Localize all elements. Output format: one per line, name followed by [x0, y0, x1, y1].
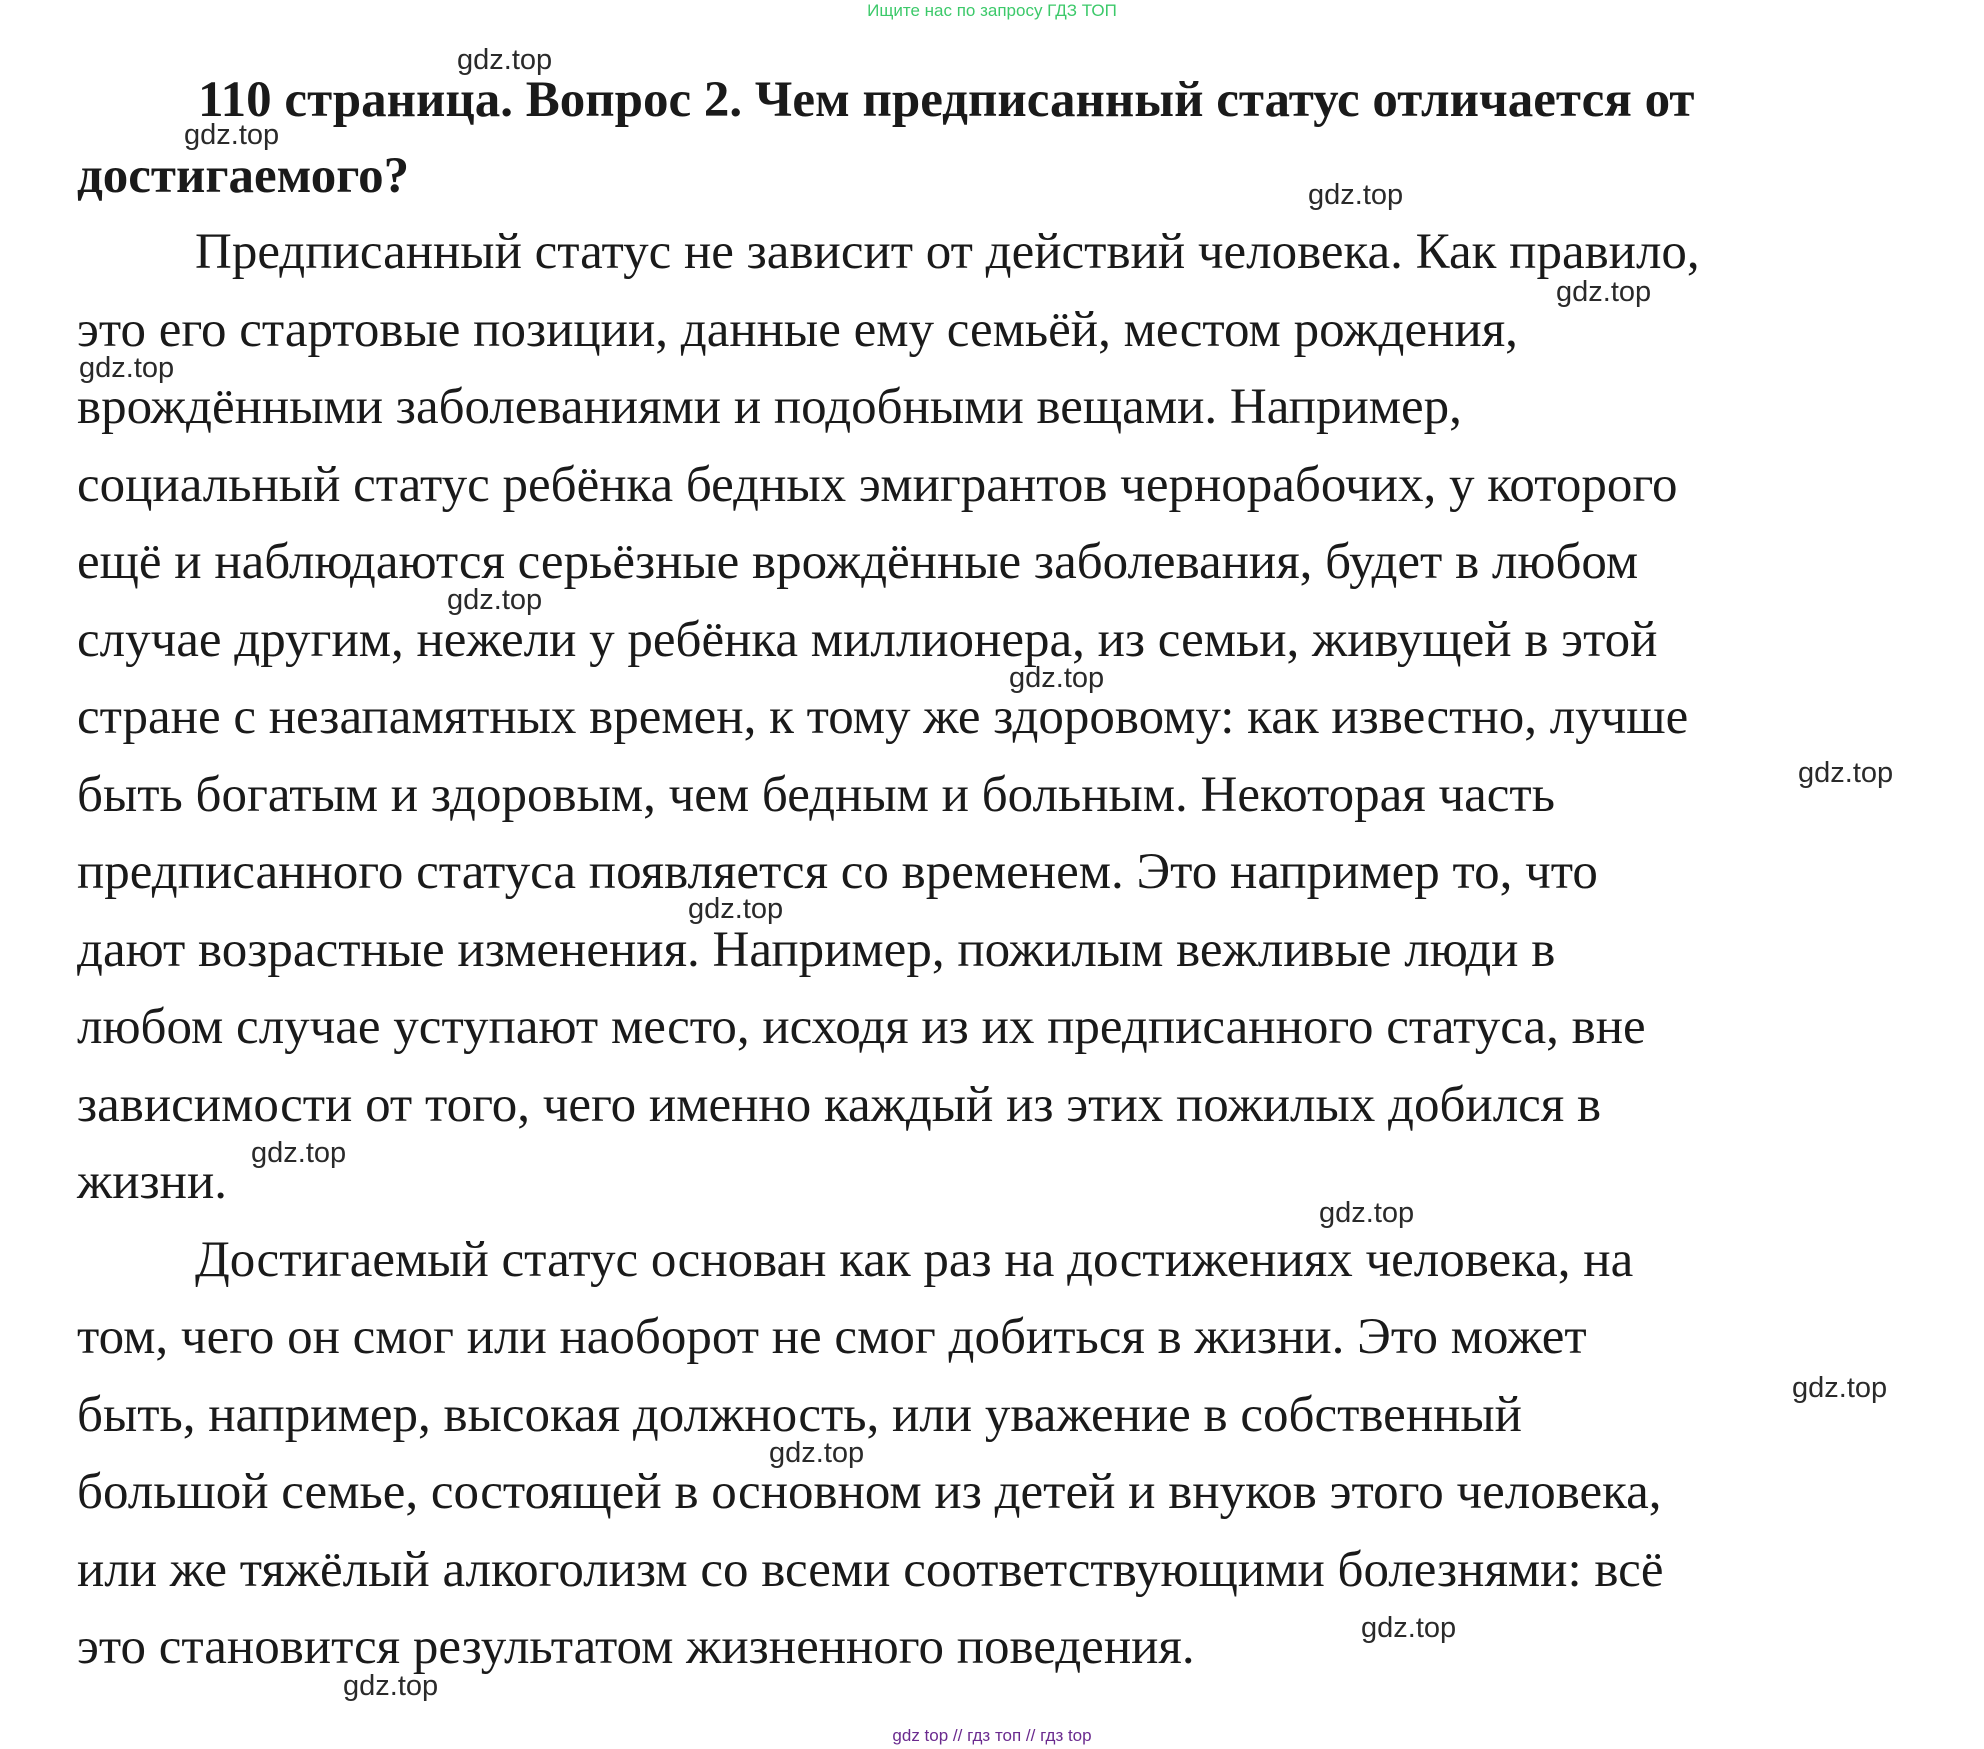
top-banner-link[interactable]: Ищите нас по запросу ГДЗ ТОП — [867, 1, 1117, 20]
watermark-label: gdz.top — [1361, 1612, 1457, 1644]
watermark-label: gdz.top — [343, 1670, 439, 1702]
question-title: 110 страница. Вопрос 2. Чем предписанный статус отличается от достигаемого? — [77, 72, 1695, 204]
watermark-label: gdz.top — [769, 1437, 865, 1469]
watermark-label: gdz.top — [1308, 179, 1404, 211]
answer-paragraph-achieved-status: Достигаемый статус основан как раз на достижениях человека, на том, чего он смог или наоборот не смог добиться в жизни. Это может быть, например, высокая должность, или уважение в собственный большой семье, состоящей в основном из детей и внуков этого человека, или же тяжёлый алкоголизм со всеми соответствующими болезнями: всё это становится результатом жизненного поведения. — [77, 1231, 1664, 1675]
watermark-label: gdz.top — [184, 119, 280, 151]
watermark-label: gdz.top — [688, 893, 784, 925]
watermark-label: gdz.top — [1009, 662, 1105, 694]
footer-links[interactable]: gdz top // гдз топ // гдз top — [892, 1726, 1092, 1745]
watermark-label: gdz.top — [1319, 1197, 1415, 1229]
document-body — [77, 62, 1939, 1687]
watermark-label: gdz.top — [79, 352, 175, 384]
watermark-label: gdz.top — [447, 584, 543, 616]
watermark-label: gdz.top — [251, 1137, 347, 1169]
watermark-label: gdz.top — [1798, 757, 1894, 789]
watermark-label: gdz.top — [457, 44, 553, 76]
answer-paragraph-ascribed-status: Предписанный статус не зависит от действий человека. Как правило, это его стартовые позиции, данные ему семьёй, местом рождения, врождёнными заболеваниями и подобными вещами. Например, социальный статус ребёнка бедных эмигрантов чернорабочих, у которого ещё и наблюдаются серьёзные врождённые заболевания, будет в любом случае другим, нежели у ребёнка миллионера, из семьи, живущей в этой стране с незапамятных времен, к тому же здоровому: как известно, лучше быть богатым и здоровым, чем бедным и больным. Некоторая часть предписанного статуса появляется со временем. Это например то, что дают возрастные изменения. Например, пожилым вежливые люди в любом случае уступают место, исходя из их предписанного статуса, вне зависимости от того, чего именно каждый из этих пожилых добился в жизни. — [77, 224, 1700, 1210]
watermark-label: gdz.top — [1792, 1372, 1888, 1404]
watermark-label: gdz.top — [1556, 276, 1652, 308]
